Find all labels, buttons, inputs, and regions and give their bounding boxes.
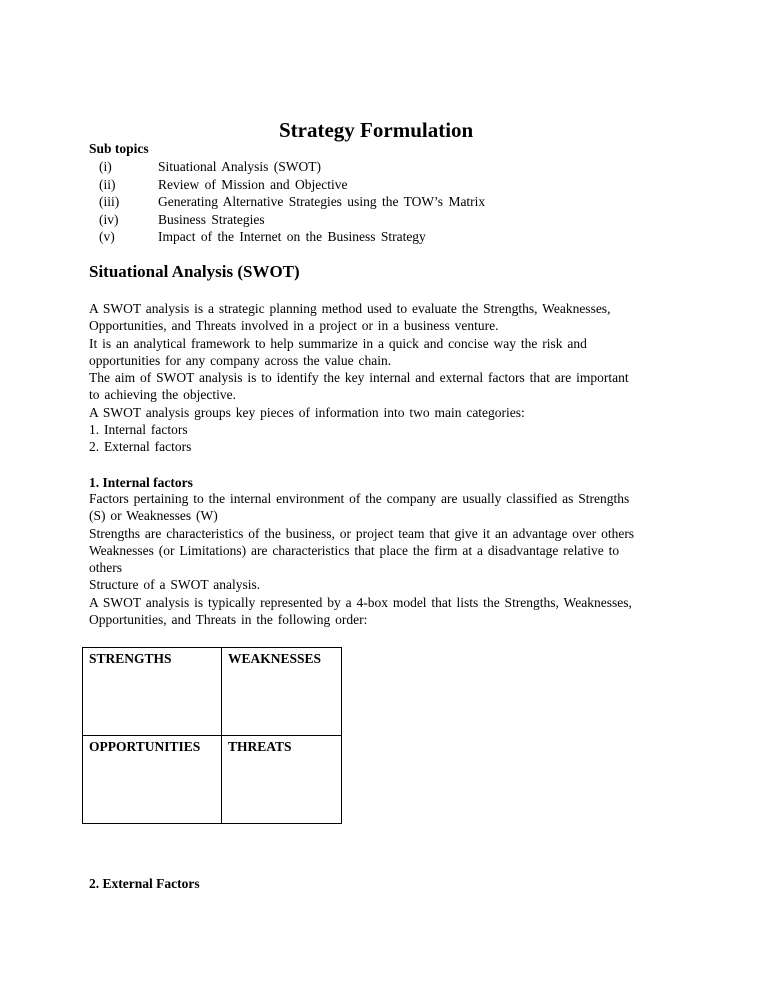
paragraph-line: Opportunities, and Threats involved in a project or in a business venture. (89, 318, 499, 334)
internal-factors-paragraph (89, 490, 689, 628)
subtopic-number: (iii) (99, 194, 120, 210)
swot-cell-threats: THREATS (222, 736, 342, 824)
paragraph-line: to achieving the objective. (89, 387, 236, 403)
paragraph-line: 2. External factors (89, 439, 192, 455)
subtopic-number: (iv) (99, 211, 119, 227)
subtopic-item (89, 158, 689, 176)
swot-cell-weaknesses: WEAKNESSES (222, 648, 342, 736)
paragraph-line: Factors pertaining to the internal environment of the company are usually classified as Strengths (89, 491, 630, 506)
table-row (83, 736, 342, 824)
subtopic-item (89, 193, 689, 211)
paragraph-line: Strengths are characteristics of the business, or project team that give it an advantage over others (89, 525, 635, 541)
subtopic-text: Impact of the Internet on the Business Strategy (158, 229, 426, 245)
swot-intro-paragraph (89, 300, 689, 456)
subtopic-item (89, 211, 689, 229)
paragraph-line: opportunities for any company across the value chain. (89, 352, 392, 368)
paragraph-line: 1. Internal factors (89, 422, 188, 438)
subtopic-number: (i) (99, 159, 112, 174)
paragraph-line: A SWOT analysis is typically represented by a 4-box model that lists the Strengths, Weaknesses, (89, 594, 632, 610)
paragraph-line: Structure of a SWOT analysis. (89, 577, 261, 593)
subtopic-text: Business Strategies (158, 211, 265, 227)
external-factors-heading: 2. External Factors (89, 876, 200, 891)
subtopic-text: Review of Mission and Objective (158, 176, 348, 192)
subtopic-text: Generating Alternative Strategies using the TOW’s Matrix (158, 194, 486, 210)
subtopic-item (89, 228, 689, 246)
subtopics-heading: Sub topics (89, 141, 149, 156)
internal-factors-heading: 1. Internal factors (89, 475, 193, 490)
paragraph-line: The aim of SWOT analysis is to identify the key internal and external factors that are important (89, 370, 629, 386)
table-row (83, 648, 342, 736)
subtopic-text: Situational Analysis (SWOT) (158, 159, 321, 174)
paragraph-line: It is an analytical framework to help summarize in a quick and concise way the risk and (89, 335, 587, 351)
paragraph-line: others (89, 560, 122, 576)
paragraph-line: (S) or Weaknesses (W) (89, 508, 218, 524)
subtopic-number: (ii) (99, 176, 116, 192)
paragraph-line: A SWOT analysis is a strategic planning method used to evaluate the Strengths, Weaknesses, (89, 301, 611, 316)
subtopic-item (89, 176, 689, 194)
swot-cell-strengths: STRENGTHS (83, 648, 222, 736)
paragraph-line: Opportunities, and Threats in the following order: (89, 612, 368, 628)
page-title: Strategy Formulation (279, 118, 474, 142)
paragraph-line: Weaknesses (or Limitations) are characteristics that place the firm at a disadvantage relative to (89, 542, 620, 558)
swot-cell-opportunities: OPPORTUNITIES (83, 736, 222, 824)
swot-table (82, 647, 342, 824)
paragraph-line: A SWOT analysis groups key pieces of information into two main categories: (89, 404, 525, 420)
section-heading-swot: Situational Analysis (SWOT) (89, 262, 300, 281)
subtopic-number: (v) (99, 229, 115, 245)
subtopics-list (89, 158, 689, 246)
